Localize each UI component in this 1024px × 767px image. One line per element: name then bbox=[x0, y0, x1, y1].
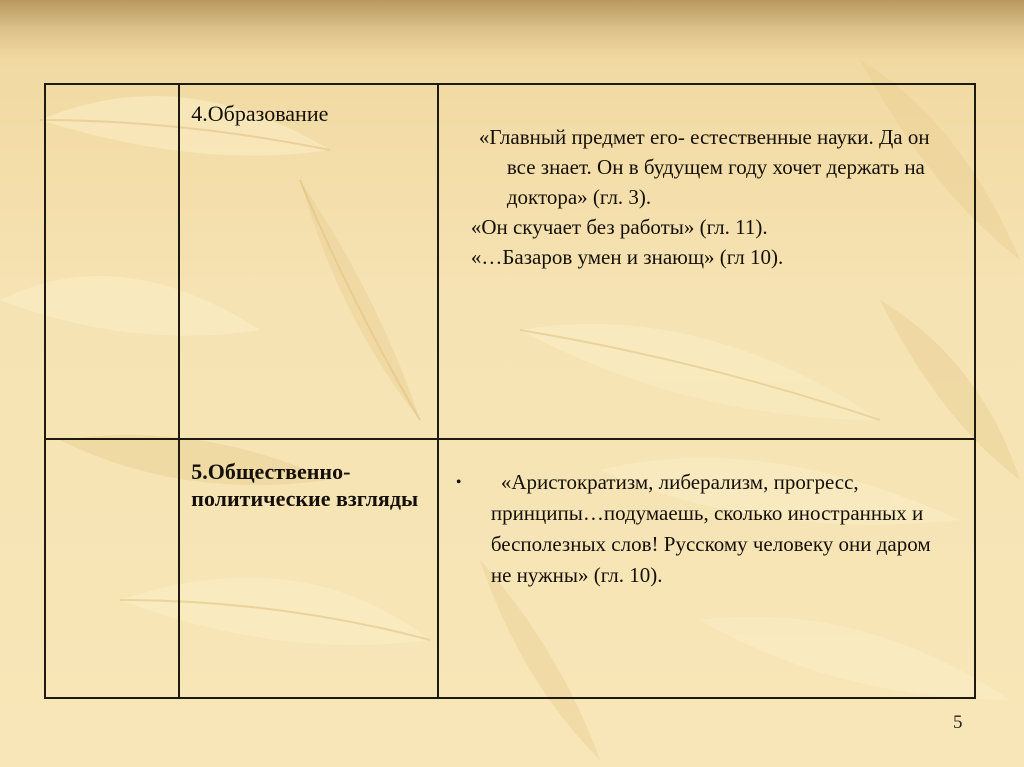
content-table bbox=[44, 83, 976, 699]
quote-4: «Аристократизм, либерализм, прогресс, принципы…подумаешь, сколько иностранных и бесполезных слов! Русскому человеку они даром не нужны» (гл. 10). bbox=[490, 470, 931, 587]
row-label-education: 4.Образование bbox=[191, 101, 329, 126]
quotes-cell bbox=[438, 439, 975, 698]
table-row bbox=[45, 84, 975, 439]
bullet-icon: • bbox=[455, 474, 462, 491]
quotes-cell bbox=[438, 84, 975, 439]
label-cell bbox=[179, 439, 438, 698]
label-cell bbox=[179, 84, 438, 439]
row-label-political-views: 5.Общественно-политические взгляды bbox=[191, 459, 419, 511]
quote-2: «Он скучает без работы» (гл. 11). bbox=[470, 215, 768, 239]
table-row bbox=[45, 439, 975, 698]
quote-1: «Главный предмет его- естественные науки. Да он все знает. Он в будущем году хочет держать на доктора» (гл. 3). bbox=[478, 125, 930, 209]
page-number: 5 bbox=[953, 712, 963, 733]
list-item bbox=[439, 440, 974, 591]
quote-3: «…Базаров умен и знающ» (гл 10). bbox=[470, 245, 784, 269]
empty-cell bbox=[45, 84, 179, 439]
empty-cell bbox=[45, 439, 179, 698]
